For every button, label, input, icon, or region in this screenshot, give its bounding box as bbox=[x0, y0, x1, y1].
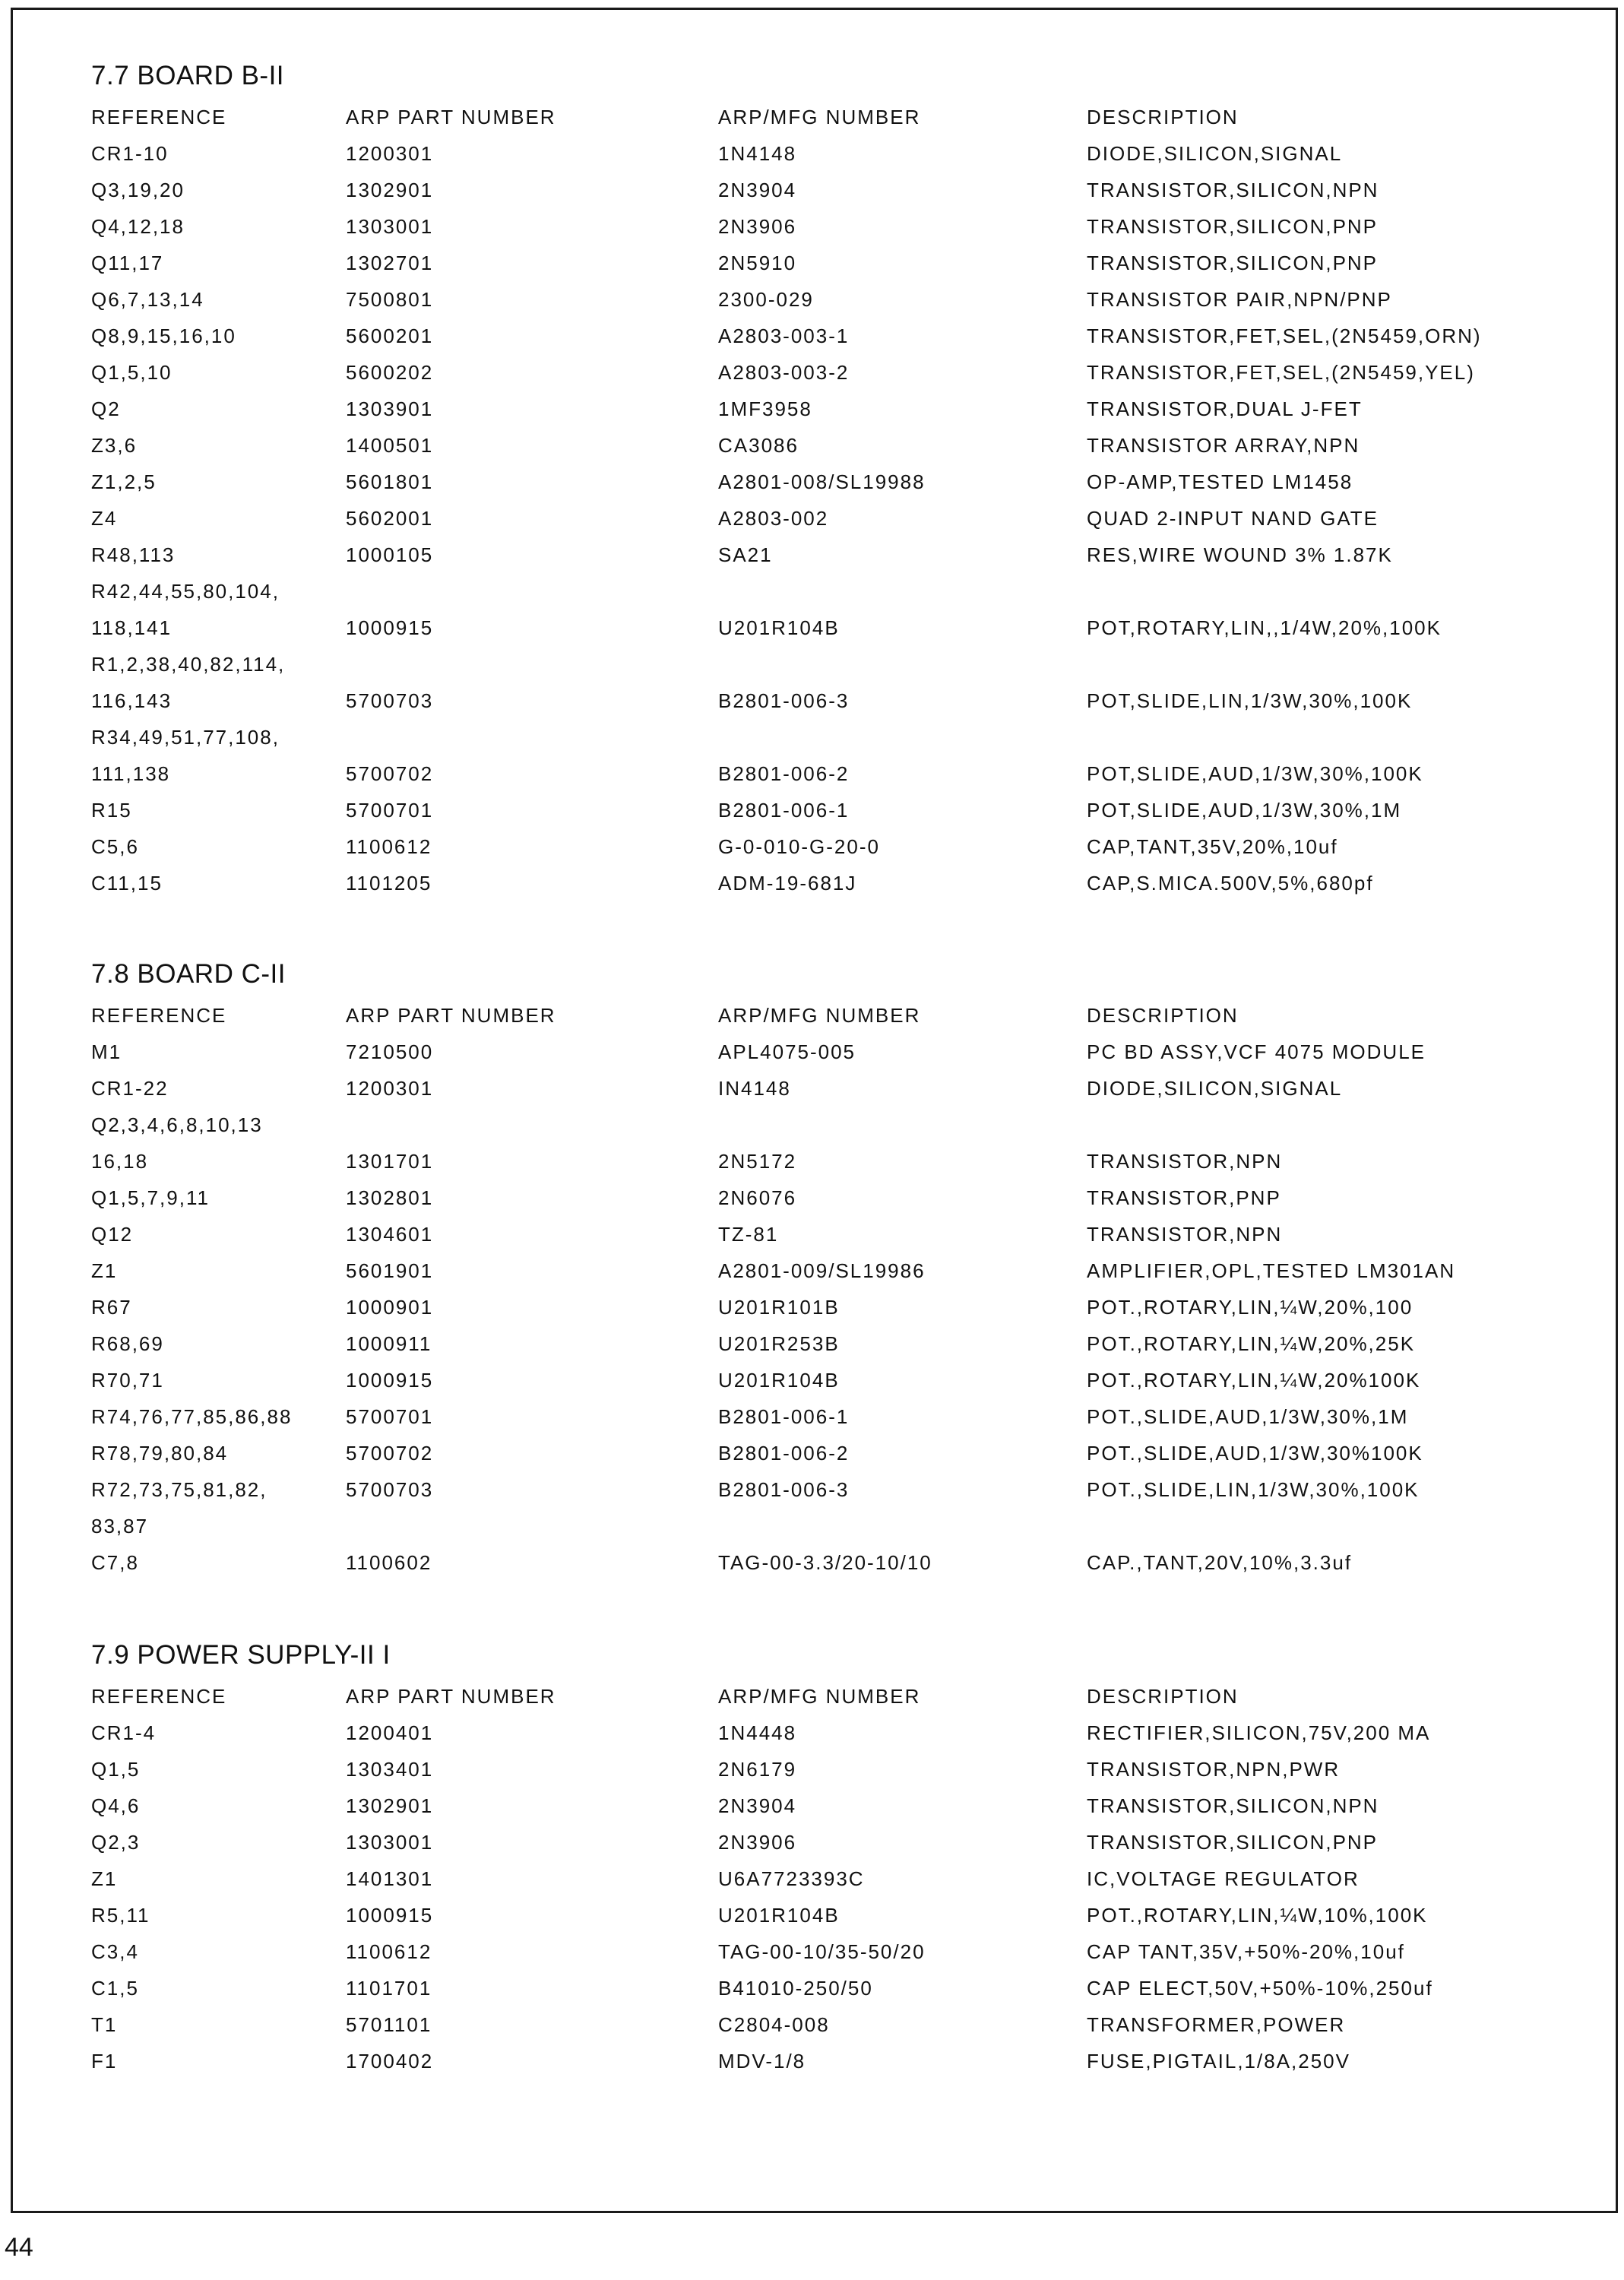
arp-part-number-cell: 1302701 bbox=[346, 252, 434, 274]
header-arp-mfg-number: ARP/MFG NUMBER bbox=[718, 1685, 921, 1708]
arp-mfg-number-cell: CA3086 bbox=[718, 434, 799, 457]
table-header-row bbox=[91, 1678, 1535, 1715]
description-cell: DIODE,SILICON,SIGNAL bbox=[1087, 142, 1343, 165]
header-arp-mfg-number: ARP/MFG NUMBER bbox=[718, 106, 921, 128]
reference-cell: R1,2,38,40,82,114, bbox=[91, 653, 286, 676]
reference-cell: Z3,6 bbox=[91, 434, 138, 457]
table-row bbox=[91, 865, 1535, 901]
reference-cell: Q2,3 bbox=[91, 1831, 141, 1854]
arp-part-number-cell: 1302901 bbox=[346, 179, 434, 201]
section-title: 7.7 BOARD B-II bbox=[91, 61, 285, 90]
arp-mfg-number-cell: 2N3906 bbox=[718, 215, 797, 238]
header-reference: REFERENCE bbox=[91, 1685, 227, 1708]
reference-cell: Q2,3,4,6,8,10,13 bbox=[91, 1113, 263, 1136]
description-cell: CAP,S.MICA.500V,5%,680pf bbox=[1087, 872, 1374, 895]
description-cell: TRANSISTOR,SILICON,PNP bbox=[1087, 1831, 1379, 1854]
section-title: 7.8 BOARD C-II bbox=[91, 959, 286, 989]
description-cell: TRANSISTOR ARRAY,NPN bbox=[1087, 434, 1360, 457]
reference-cell: R70,71 bbox=[91, 1369, 164, 1392]
table-row bbox=[91, 1252, 1535, 1289]
arp-mfg-number-cell: B2801-006-2 bbox=[718, 762, 850, 785]
description-cell: CAP TANT,35V,+50%-20%,10uf bbox=[1087, 1940, 1405, 1963]
arp-part-number-cell: 5601901 bbox=[346, 1259, 434, 1282]
reference-cell: R78,79,80,84 bbox=[91, 1442, 229, 1465]
reference-cell: Q2 bbox=[91, 397, 121, 420]
header-arp-mfg-number: ARP/MFG NUMBER bbox=[718, 1004, 921, 1027]
parts-table-body bbox=[91, 1034, 1535, 1581]
description-cell: PC BD ASSY,VCF 4075 MODULE bbox=[1087, 1040, 1426, 1063]
table-row bbox=[91, 1788, 1535, 1824]
arp-part-number-cell: 7210500 bbox=[346, 1040, 434, 1063]
table-row bbox=[91, 792, 1535, 828]
arp-mfg-number-cell: A2803-003-2 bbox=[718, 361, 850, 384]
arp-mfg-number-cell: A2803-003-1 bbox=[718, 325, 850, 347]
description-cell: POT.,ROTARY,LIN,¼W,20%,100 bbox=[1087, 1296, 1413, 1319]
table-row bbox=[91, 208, 1535, 245]
arp-mfg-number-cell: U6A7723393C bbox=[718, 1867, 865, 1890]
arp-part-number-cell: 1000901 bbox=[346, 1296, 434, 1319]
header-arp-part-number: ARP PART NUMBER bbox=[346, 1685, 556, 1708]
reference-cell: Q3,19,20 bbox=[91, 179, 185, 201]
table-row bbox=[91, 828, 1535, 865]
description-cell: TRANSISTOR,SILICON,NPN bbox=[1087, 179, 1379, 201]
description-cell: RECTIFIER,SILICON,75V,200 MA bbox=[1087, 1721, 1431, 1744]
arp-part-number-cell: 5701101 bbox=[346, 2013, 432, 2036]
arp-mfg-number-cell: 1N4148 bbox=[718, 142, 797, 165]
arp-part-number-cell: 5700702 bbox=[346, 1442, 434, 1465]
arp-mfg-number-cell: C2804-008 bbox=[718, 2013, 830, 2036]
arp-mfg-number-cell: 1MF3958 bbox=[718, 397, 812, 420]
reference-cell: Q4,6 bbox=[91, 1794, 141, 1817]
arp-part-number-cell: 1000915 bbox=[346, 1904, 434, 1927]
arp-part-number-cell: 5700701 bbox=[346, 1405, 434, 1428]
description-cell: POT.,ROTARY,LIN,¼W,20%100K bbox=[1087, 1369, 1421, 1392]
table-row bbox=[91, 354, 1535, 391]
reference-cell: Z1,2,5 bbox=[91, 470, 157, 493]
description-cell: TRANSFORMER,POWER bbox=[1087, 2013, 1346, 2036]
arp-mfg-number-cell: B2801-006-2 bbox=[718, 1442, 850, 1465]
arp-part-number-cell: 1304601 bbox=[346, 1223, 434, 1246]
parts-table-body bbox=[91, 135, 1535, 901]
reference-cell: Q1,5,7,9,11 bbox=[91, 1186, 210, 1209]
table-row bbox=[91, 1970, 1535, 2006]
table-row bbox=[91, 1289, 1535, 1325]
reference-cell: Q8,9,15,16,10 bbox=[91, 325, 236, 347]
description-cell: TRANSISTOR,SILICON,PNP bbox=[1087, 215, 1379, 238]
description-cell: TRANSISTOR,NPN bbox=[1087, 1150, 1283, 1173]
reference-cell: Q11,17 bbox=[91, 252, 164, 274]
table-row bbox=[91, 1508, 1535, 1544]
table-row bbox=[91, 1897, 1535, 1933]
arp-mfg-number-cell: TAG-00-3.3/20-10/10 bbox=[718, 1551, 932, 1574]
arp-mfg-number-cell: TZ-81 bbox=[718, 1223, 779, 1246]
arp-mfg-number-cell: ADM-19-681J bbox=[718, 872, 857, 895]
table-row bbox=[91, 1933, 1535, 1970]
arp-part-number-cell: 5700703 bbox=[346, 1478, 434, 1501]
reference-cell: CR1-4 bbox=[91, 1721, 157, 1744]
reference-cell: Q4,12,18 bbox=[91, 215, 185, 238]
arp-part-number-cell: 1101205 bbox=[346, 872, 432, 895]
arp-part-number-cell: 1303001 bbox=[346, 1831, 434, 1854]
reference-cell: Z4 bbox=[91, 507, 118, 530]
arp-mfg-number-cell: B2801-006-1 bbox=[718, 799, 850, 822]
arp-mfg-number-cell: A2803-002 bbox=[718, 507, 829, 530]
table-row bbox=[91, 464, 1535, 500]
description-cell: POT.,ROTARY,LIN,¼W,20%,25K bbox=[1087, 1332, 1416, 1355]
table-row bbox=[91, 391, 1535, 427]
reference-cell: 16,18 bbox=[91, 1150, 149, 1173]
description-cell: IC,VOLTAGE REGULATOR bbox=[1087, 1867, 1360, 1890]
reference-cell: C7,8 bbox=[91, 1551, 139, 1574]
description-cell: POT.,SLIDE,LIN,1/3W,30%,100K bbox=[1087, 1478, 1420, 1501]
description-cell: TRANSISTOR,FET,SEL,(2N5459,YEL) bbox=[1087, 361, 1475, 384]
table-row bbox=[91, 1143, 1535, 1180]
section-board-c-ii bbox=[91, 952, 1535, 1581]
reference-cell: 118,141 bbox=[91, 616, 173, 639]
arp-mfg-number-cell: MDV-1/8 bbox=[718, 2050, 806, 2073]
description-cell: TRANSISTOR,NPN,PWR bbox=[1087, 1758, 1341, 1781]
arp-mfg-number-cell: U201R104B bbox=[718, 1904, 840, 1927]
description-cell: OP-AMP,TESTED LM1458 bbox=[1087, 470, 1353, 493]
arp-part-number-cell: 1303001 bbox=[346, 215, 434, 238]
description-cell: TRANSISTOR PAIR,NPN/PNP bbox=[1087, 288, 1392, 311]
page-number: 44 bbox=[5, 2233, 33, 2262]
reference-cell: R74,76,77,85,86,88 bbox=[91, 1405, 293, 1428]
reference-cell: R34,49,51,77,108, bbox=[91, 726, 280, 749]
description-cell: POT,SLIDE,AUD,1/3W,30%,1M bbox=[1087, 799, 1402, 822]
table-row bbox=[91, 1216, 1535, 1252]
arp-mfg-number-cell: 2N6179 bbox=[718, 1758, 797, 1781]
arp-mfg-number-cell: 2N6076 bbox=[718, 1186, 797, 1209]
description-cell: POT,ROTARY,LIN,,1/4W,20%,100K bbox=[1087, 616, 1442, 639]
arp-mfg-number-cell: 2N3904 bbox=[718, 1794, 797, 1817]
table-header-row bbox=[91, 997, 1535, 1034]
description-cell: POT,SLIDE,LIN,1/3W,30%,100K bbox=[1087, 689, 1413, 712]
reference-cell: Z1 bbox=[91, 1259, 118, 1282]
arp-mfg-number-cell: B41010-250/50 bbox=[718, 1977, 873, 2000]
arp-mfg-number-cell: U201R104B bbox=[718, 616, 840, 639]
arp-part-number-cell: 1700402 bbox=[346, 2050, 434, 2073]
table-row bbox=[91, 2006, 1535, 2043]
reference-cell: 83,87 bbox=[91, 1515, 149, 1537]
header-description: DESCRIPTION bbox=[1087, 1004, 1239, 1027]
description-cell: TRANSISTOR,SILICON,PNP bbox=[1087, 252, 1379, 274]
arp-mfg-number-cell: U201R253B bbox=[718, 1332, 840, 1355]
table-row bbox=[91, 646, 1535, 682]
header-arp-part-number: ARP PART NUMBER bbox=[346, 106, 556, 128]
arp-part-number-cell: 5600202 bbox=[346, 361, 434, 384]
arp-mfg-number-cell: B2801-006-3 bbox=[718, 689, 850, 712]
arp-mfg-number-cell: 1N4448 bbox=[718, 1721, 797, 1744]
reference-cell: 116,143 bbox=[91, 689, 173, 712]
arp-mfg-number-cell: G-0-010-G-20-0 bbox=[718, 835, 880, 858]
arp-part-number-cell: 1302901 bbox=[346, 1794, 434, 1817]
description-cell: CAP ELECT,50V,+50%-10%,250uf bbox=[1087, 1977, 1433, 2000]
reference-cell: CR1-10 bbox=[91, 142, 169, 165]
section-board-b-ii bbox=[91, 53, 1535, 901]
reference-cell: M1 bbox=[91, 1040, 122, 1063]
description-cell: TRANSISTOR,FET,SEL,(2N5459,ORN) bbox=[1087, 325, 1482, 347]
arp-part-number-cell: 5600201 bbox=[346, 325, 434, 347]
table-row bbox=[91, 573, 1535, 610]
table-row bbox=[91, 281, 1535, 318]
description-cell: POT.,SLIDE,AUD,1/3W,30%,1M bbox=[1087, 1405, 1409, 1428]
reference-cell: R72,73,75,81,82, bbox=[91, 1478, 268, 1501]
table-row bbox=[91, 1362, 1535, 1398]
arp-part-number-cell: 1200301 bbox=[346, 1077, 434, 1100]
arp-mfg-number-cell: A2801-008/SL19988 bbox=[718, 470, 926, 493]
header-description: DESCRIPTION bbox=[1087, 106, 1239, 128]
description-cell: QUAD 2-INPUT NAND GATE bbox=[1087, 507, 1379, 530]
arp-part-number-cell: 5700702 bbox=[346, 762, 434, 785]
reference-cell: CR1-22 bbox=[91, 1077, 169, 1100]
header-reference: REFERENCE bbox=[91, 1004, 227, 1027]
description-cell: RES,WIRE WOUND 3% 1.87K bbox=[1087, 543, 1393, 566]
table-row bbox=[91, 1715, 1535, 1751]
arp-part-number-cell: 1400501 bbox=[346, 434, 434, 457]
arp-part-number-cell: 1101701 bbox=[346, 1977, 432, 2000]
reference-cell: F1 bbox=[91, 2050, 118, 2073]
description-cell: TRANSISTOR,DUAL J-FET bbox=[1087, 397, 1363, 420]
arp-part-number-cell: 5700701 bbox=[346, 799, 434, 822]
arp-part-number-cell: 1401301 bbox=[346, 1867, 434, 1890]
table-row bbox=[91, 245, 1535, 281]
table-row bbox=[91, 1107, 1535, 1143]
arp-mfg-number-cell: 2N5172 bbox=[718, 1150, 797, 1173]
arp-mfg-number-cell: IN4148 bbox=[718, 1077, 791, 1100]
arp-mfg-number-cell: SA21 bbox=[718, 543, 773, 566]
description-cell: TRANSISTOR,NPN bbox=[1087, 1223, 1283, 1246]
table-row bbox=[91, 2043, 1535, 2079]
arp-mfg-number-cell: 2N3906 bbox=[718, 1831, 797, 1854]
arp-part-number-cell: 5601801 bbox=[346, 470, 434, 493]
arp-part-number-cell: 1100612 bbox=[346, 835, 432, 858]
arp-mfg-number-cell: 2300-029 bbox=[718, 288, 814, 311]
arp-mfg-number-cell: B2801-006-3 bbox=[718, 1478, 850, 1501]
arp-mfg-number-cell: TAG-00-10/35-50/20 bbox=[718, 1940, 926, 1963]
table-row bbox=[91, 1180, 1535, 1216]
arp-part-number-cell: 1302801 bbox=[346, 1186, 434, 1209]
reference-cell: C1,5 bbox=[91, 1977, 139, 2000]
reference-cell: C3,4 bbox=[91, 1940, 139, 1963]
reference-cell: R67 bbox=[91, 1296, 132, 1319]
reference-cell: R42,44,55,80,104, bbox=[91, 580, 280, 603]
table-row bbox=[91, 1398, 1535, 1435]
table-row bbox=[91, 1751, 1535, 1788]
table-row bbox=[91, 318, 1535, 354]
parts-table-body bbox=[91, 1715, 1535, 2079]
table-row bbox=[91, 427, 1535, 464]
reference-cell: R5,11 bbox=[91, 1904, 150, 1927]
description-cell: FUSE,PIGTAIL,1/8A,250V bbox=[1087, 2050, 1350, 2073]
arp-part-number-cell: 1301701 bbox=[346, 1150, 434, 1173]
table-row bbox=[91, 682, 1535, 719]
arp-part-number-cell: 1100602 bbox=[346, 1551, 432, 1574]
description-cell: DIODE,SILICON,SIGNAL bbox=[1087, 1077, 1343, 1100]
table-row bbox=[91, 755, 1535, 792]
table-row bbox=[91, 1544, 1535, 1581]
arp-part-number-cell: 1100612 bbox=[346, 1940, 432, 1963]
table-row bbox=[91, 610, 1535, 646]
description-cell: TRANSISTOR,PNP bbox=[1087, 1186, 1281, 1209]
arp-part-number-cell: 5700703 bbox=[346, 689, 434, 712]
arp-part-number-cell: 1000911 bbox=[346, 1332, 432, 1355]
table-row bbox=[91, 1435, 1535, 1471]
table-row bbox=[91, 135, 1535, 172]
header-reference: REFERENCE bbox=[91, 106, 227, 128]
table-header-row bbox=[91, 99, 1535, 135]
arp-part-number-cell: 1303401 bbox=[346, 1758, 434, 1781]
arp-part-number-cell: 1000105 bbox=[346, 543, 434, 566]
description-cell: CAP.,TANT,20V,10%,3.3uf bbox=[1087, 1551, 1353, 1574]
arp-part-number-cell: 1303901 bbox=[346, 397, 434, 420]
arp-mfg-number-cell: 2N5910 bbox=[718, 252, 797, 274]
arp-part-number-cell: 7500801 bbox=[346, 288, 434, 311]
reference-cell: R15 bbox=[91, 799, 132, 822]
arp-part-number-cell: 5602001 bbox=[346, 507, 434, 530]
description-cell: TRANSISTOR,SILICON,NPN bbox=[1087, 1794, 1379, 1817]
reference-cell: C5,6 bbox=[91, 835, 139, 858]
arp-mfg-number-cell: APL4075-005 bbox=[718, 1040, 856, 1063]
arp-mfg-number-cell: U201R104B bbox=[718, 1369, 840, 1392]
reference-cell: R48,113 bbox=[91, 543, 176, 566]
reference-cell: Q1,5,10 bbox=[91, 361, 173, 384]
table-row bbox=[91, 537, 1535, 573]
table-row bbox=[91, 1325, 1535, 1362]
table-row bbox=[91, 1860, 1535, 1897]
description-cell: AMPLIFIER,OPL,TESTED LM301AN bbox=[1087, 1259, 1456, 1282]
reference-cell: 111,138 bbox=[91, 762, 171, 785]
reference-cell: Z1 bbox=[91, 1867, 118, 1890]
table-row bbox=[91, 719, 1535, 755]
reference-cell: Q6,7,13,14 bbox=[91, 288, 204, 311]
reference-cell: C11,15 bbox=[91, 872, 163, 895]
reference-cell: Q1,5 bbox=[91, 1758, 141, 1781]
arp-mfg-number-cell: U201R101B bbox=[718, 1296, 840, 1319]
header-description: DESCRIPTION bbox=[1087, 1685, 1239, 1708]
description-cell: POT,SLIDE,AUD,1/3W,30%,100K bbox=[1087, 762, 1423, 785]
table-row bbox=[91, 172, 1535, 208]
table-row bbox=[91, 1471, 1535, 1508]
reference-cell: Q12 bbox=[91, 1223, 134, 1246]
arp-part-number-cell: 1200301 bbox=[346, 142, 434, 165]
arp-part-number-cell: 1200401 bbox=[346, 1721, 434, 1744]
table-row bbox=[91, 1034, 1535, 1070]
description-cell: CAP,TANT,35V,20%,10uf bbox=[1087, 835, 1338, 858]
reference-cell: R68,69 bbox=[91, 1332, 164, 1355]
table-row bbox=[91, 1070, 1535, 1107]
arp-mfg-number-cell: B2801-006-1 bbox=[718, 1405, 850, 1428]
header-arp-part-number: ARP PART NUMBER bbox=[346, 1004, 556, 1027]
section-title: 7.9 POWER SUPPLY-II I bbox=[91, 1640, 391, 1670]
description-cell: POT.,SLIDE,AUD,1/3W,30%100K bbox=[1087, 1442, 1423, 1465]
arp-mfg-number-cell: 2N3904 bbox=[718, 179, 797, 201]
arp-part-number-cell: 1000915 bbox=[346, 616, 434, 639]
description-cell: POT.,ROTARY,LIN,¼W,10%,100K bbox=[1087, 1904, 1428, 1927]
table-row bbox=[91, 1824, 1535, 1860]
table-row bbox=[91, 500, 1535, 537]
arp-mfg-number-cell: A2801-009/SL19986 bbox=[718, 1259, 926, 1282]
section-power-supply-iii bbox=[91, 1632, 1535, 2079]
reference-cell: T1 bbox=[91, 2013, 118, 2036]
arp-part-number-cell: 1000915 bbox=[346, 1369, 434, 1392]
